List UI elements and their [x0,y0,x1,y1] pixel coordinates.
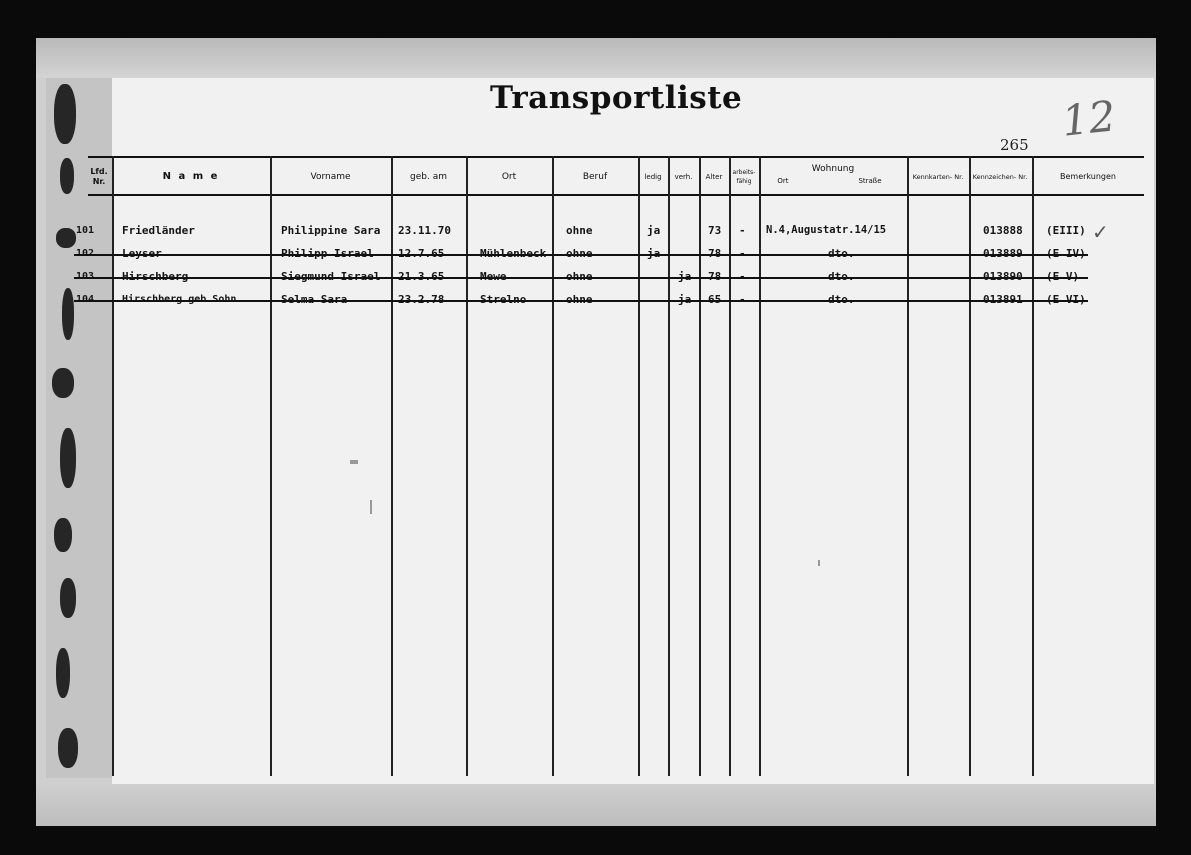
strikethrough-line [74,300,1088,302]
header-lfd-nr: Lfd. Nr. [90,167,108,186]
column-divider [270,156,272,776]
header-name: N a m e [162,171,220,182]
header-verh: verh. [674,173,693,181]
row-kennzeichen: 013888 [983,224,1023,237]
row-ledig: ja [647,224,661,237]
row-wohnung: N.4,Augustatr.14/15 [766,224,887,236]
column-divider [969,156,971,776]
header-bemerkungen: Bemerkungen [1059,172,1116,181]
scan-speck [370,500,372,514]
handwritten-number: 12 [1059,91,1118,146]
check-mark: ✓ [1092,220,1109,244]
row-alter: 73 [708,224,722,237]
header-kennzeichen: Kennzeichen- Nr. [972,173,1028,181]
header-beruf: Beruf [582,172,608,182]
header-arbeitsfaehig: arbeits- fähig [732,169,756,185]
row-bemerkung: (EIII) [1046,224,1086,237]
document-title: Transportliste [490,80,743,116]
scan-speck [818,560,820,566]
column-divider [552,156,554,776]
header-geb-am: geb. am [410,172,447,182]
header-vorname: Vorname [310,172,351,182]
column-divider [112,156,114,776]
header-wohnung-strasse: Straße [858,177,882,185]
column-divider [466,156,468,776]
bottom-strip [36,782,1156,826]
header-kennkarten: Kennkarten- Nr. [912,173,964,181]
row-arbeitsfaehig: - [739,224,746,237]
strikethrough-line [74,254,1088,256]
row-name: Friedländer [122,224,195,237]
header-bottom-rule [88,194,1144,196]
strikethrough-line [74,277,1088,279]
header-ort: Ort [501,172,517,182]
column-divider [668,156,670,776]
header-wohnung: Wohnung [811,164,855,174]
column-divider [699,156,701,776]
column-divider [759,156,761,776]
header-ledig: ledig [644,173,662,181]
top-strip [36,38,1156,78]
column-divider [729,156,731,776]
column-divider [1032,156,1034,776]
column-divider [638,156,640,776]
scan-speck [350,460,358,464]
page-number: 265 [1000,136,1029,154]
row-beruf: ohne [566,224,593,237]
header-alter: Alter [705,173,723,181]
table-top-rule [88,156,1144,158]
row-vorname: Philippine Sara [281,224,381,237]
row-number: 101 [76,225,95,236]
header-wohnung-ort: Ort [777,177,789,185]
column-divider [391,156,393,776]
column-divider [907,156,909,776]
row-geb: 23.11.70 [398,224,451,237]
